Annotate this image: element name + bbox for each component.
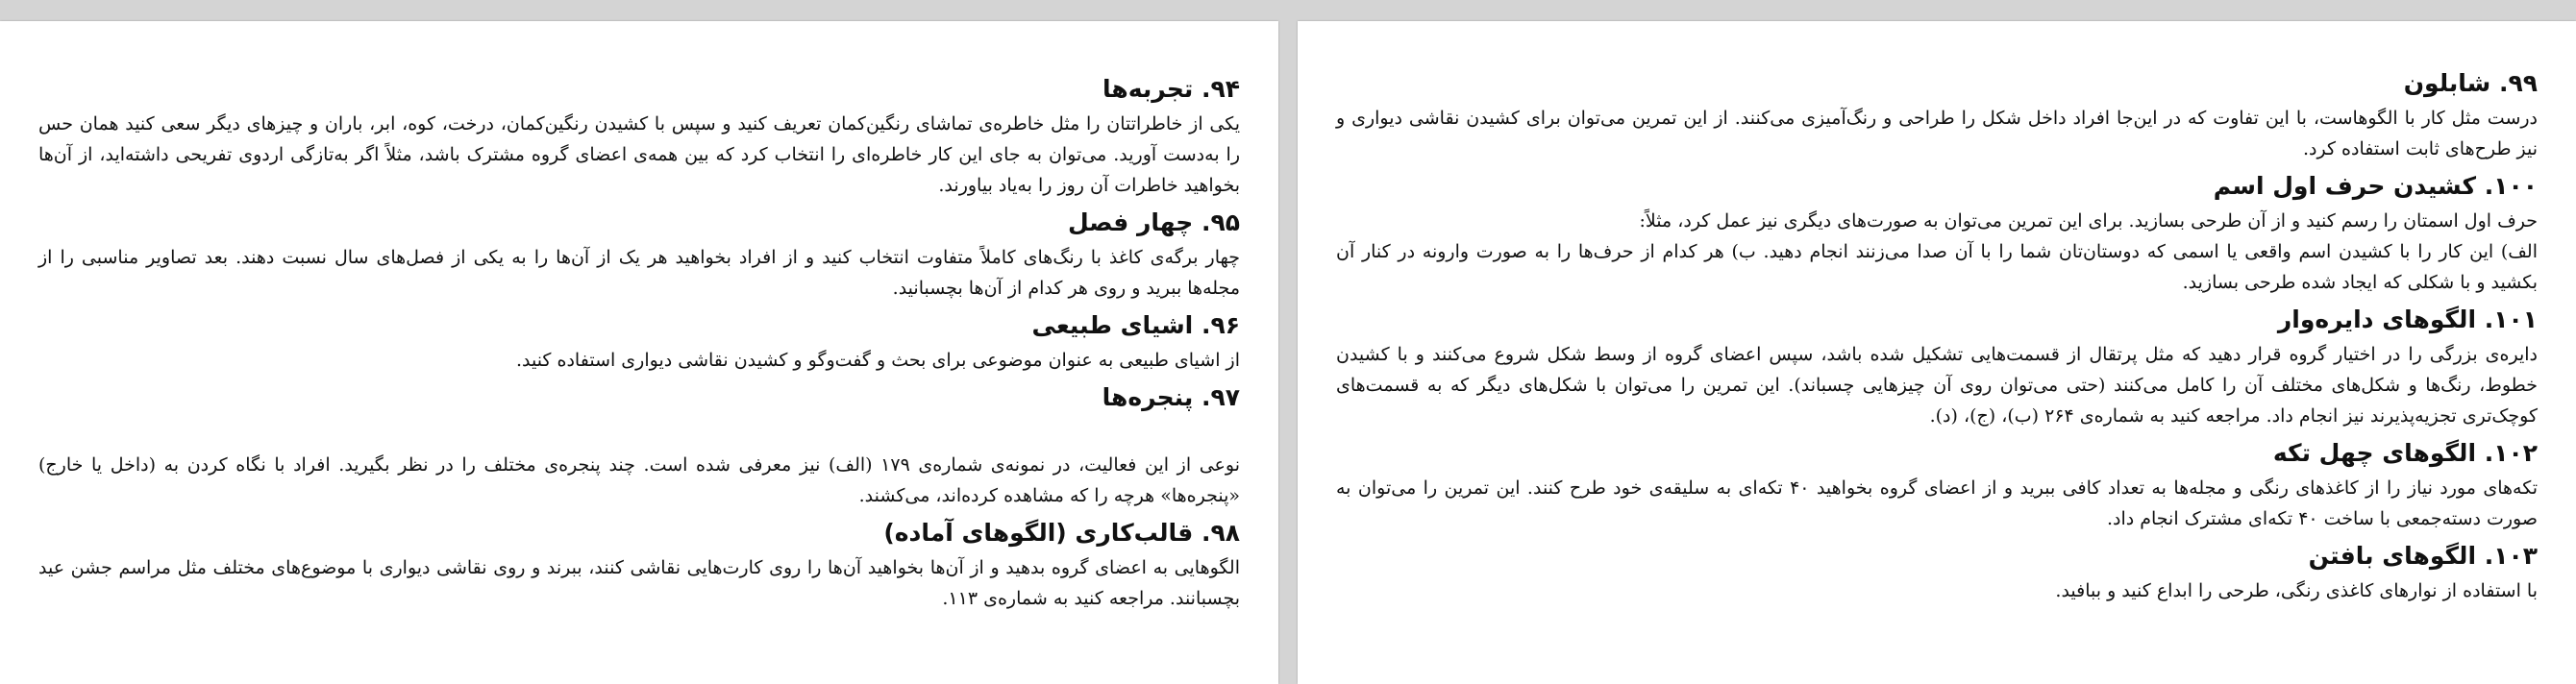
section-heading: ۹۸. قالب‌کاری (الگوهای آماده) — [883, 519, 1240, 547]
section-heading: ۱۰۲. الگوهای چهل تکه — [2272, 439, 2538, 467]
section-103 — [1336, 540, 2538, 606]
section-102 — [1336, 437, 2538, 534]
spacer — [38, 417, 1240, 450]
section-heading: ۹۷. پنجره‌ها — [1102, 383, 1240, 411]
section-paragraph: الگوهایی به اعضای گروه بدهید و از آن‌ها بخواهید آن‌ها را روی کارت‌هایی نقاشی کنند، ببرند و روی نقاشی دیواری با موضوع‌های مختلف مثل مراسم جشن عید بچسبانند. مراجعه کنید به شماره‌ی ۱۱۳. — [38, 557, 1240, 609]
section-paragraph: از اشیای طبیعی به عنوان موضوعی برای بحث و گفت‌وگو و کشیدن نقاشی دیواری استفاده کنید. — [515, 350, 1240, 371]
section-paragraph: چهار برگه‌ی کاغذ با رنگ‌های کاملاً متفاوت انتخاب کنید و از افراد بخواهید هر یک از آن‌ها را به یکی از فصل‌های سال نسبت دهند. بعد تصاویر مناسبی را از مجله‌ها ببرید و روی هر کدام از آن‌ها بچسبانید. — [38, 247, 1240, 299]
section-heading: ۹۴. تجربه‌ها — [1102, 75, 1240, 103]
section-paragraph: دایره‌ی بزرگی را در اختیار گروه قرار دهید که مثل پرتقال از قسمت‌هایی تشکیل شده باشد، سپس اعضای گروه از وسط شکل شروع می‌کنند و با کشیدن خطوط، رنگ‌ها و شکل‌های مختلف آن را کامل می‌کنند (حتی می‌توان روی آن چیزهایی چسباند). این تمرین را می‌توان با شکل‌های دیگر که به قسمت‌های کوچک‌تری تجزیه‌پذیرند نیز انجام داد. مراجعه کنید به شماره‌ی ۲۶۴ (ب)، (ج)، (د). — [1336, 344, 2538, 427]
section-heading: ۱۰۰. کشیدن حرف اول اسم — [2213, 172, 2538, 200]
section-96 — [38, 309, 1240, 376]
right-page-content — [1336, 67, 2538, 612]
section-heading: ۹۶. اشیای طبیعی — [1031, 311, 1240, 339]
section-94 — [38, 73, 1240, 201]
left-page — [0, 21, 1278, 684]
section-paragraph: با استفاده از نوارهای کاغذی رنگی، طرحی را ابداع کنید و ببافید. — [2055, 580, 2538, 601]
section-98 — [38, 517, 1240, 614]
section-paragraph: نوعی از این فعالیت، در نمونه‌ی شماره‌ی ۱۷۹ (الف) نیز معرفی شده است. چند پنجره‌ی مختلف را در نظر بگیرید. افراد با نگاه کردن به (داخل یا خارج) «پنجره‌ها» هرچه را که مشاهده کرده‌اند، می‌کشند. — [38, 454, 1240, 506]
right-page — [1298, 21, 2576, 684]
section-heading: ۱۰۳. الگوهای بافتن — [2308, 542, 2538, 570]
section-paragraph: یکی از خاطراتتان را مثل خاطره‌ی تماشای رنگین‌کمان تعریف کنید و سپس با کشیدن رنگین‌کمان، درخت، کوه، ابر، باران و چیزهای دیگر سعی کنید همان حس را به‌دست آورید. می‌توان به جای این کار خاطره‌ای را انتخاب کرد که بین همه‌ی اعضای گروه مشترک باشد، مثلاً اگر به‌تازگی اردوی تفریحی داشته‌اید، از آن‌ها بخواهید خاطرات آن روز را به‌یاد بیاورند. — [38, 113, 1240, 196]
section-99 — [1336, 67, 2538, 164]
section-95 — [38, 207, 1240, 304]
section-heading: ۹۵. چهار فصل — [1067, 208, 1240, 236]
section-paragraph: تکه‌های مورد نیاز را از کاغذهای رنگی و مجله‌ها به تعداد کافی ببرید و از اعضای گروه بخواهید ۴۰ تکه‌ای به سلیقه‌ی خود طرح کنند. این تمرین را می‌توان به صورت دسته‌جمعی با ساخت ۴۰ تکه‌ای مشترک انجام داد. — [1336, 477, 2538, 529]
section-101 — [1336, 304, 2538, 431]
section-paragraph: درست مثل کار با الگوهاست، با این تفاوت که در این‌جا افراد داخل شکل را طراحی و رنگ‌آمیزی می‌کنند. از این تمرین می‌توان برای کشیدن نقاشی دیواری و نیز طرح‌های ثابت استفاده کرد. — [1336, 108, 2538, 159]
section-heading: ۱۰۱. الگوهای دایره‌وار — [2277, 305, 2538, 333]
section-paragraph: الف) این کار را با کشیدن اسم واقعی یا اسمی که دوستان‌تان شما را با آن صدا می‌زنند انجام دهید. ب) هر کدام از حرف‌ها را به صورت وارونه در کنار آن بکشید و با شکلی که ایجاد شده طرحی بسازید. — [1336, 241, 2538, 293]
left-page-content — [38, 73, 1240, 620]
section-100 — [1336, 170, 2538, 298]
section-97 — [38, 381, 1240, 511]
section-paragraph: حرف اول اسمتان را رسم کنید و از آن طرحی بسازید. برای این تمرین می‌توان به صورت‌های دیگری نیز عمل کرد، مثلاً: — [1639, 210, 2538, 232]
section-heading: ۹۹. شابلون — [2403, 69, 2538, 97]
